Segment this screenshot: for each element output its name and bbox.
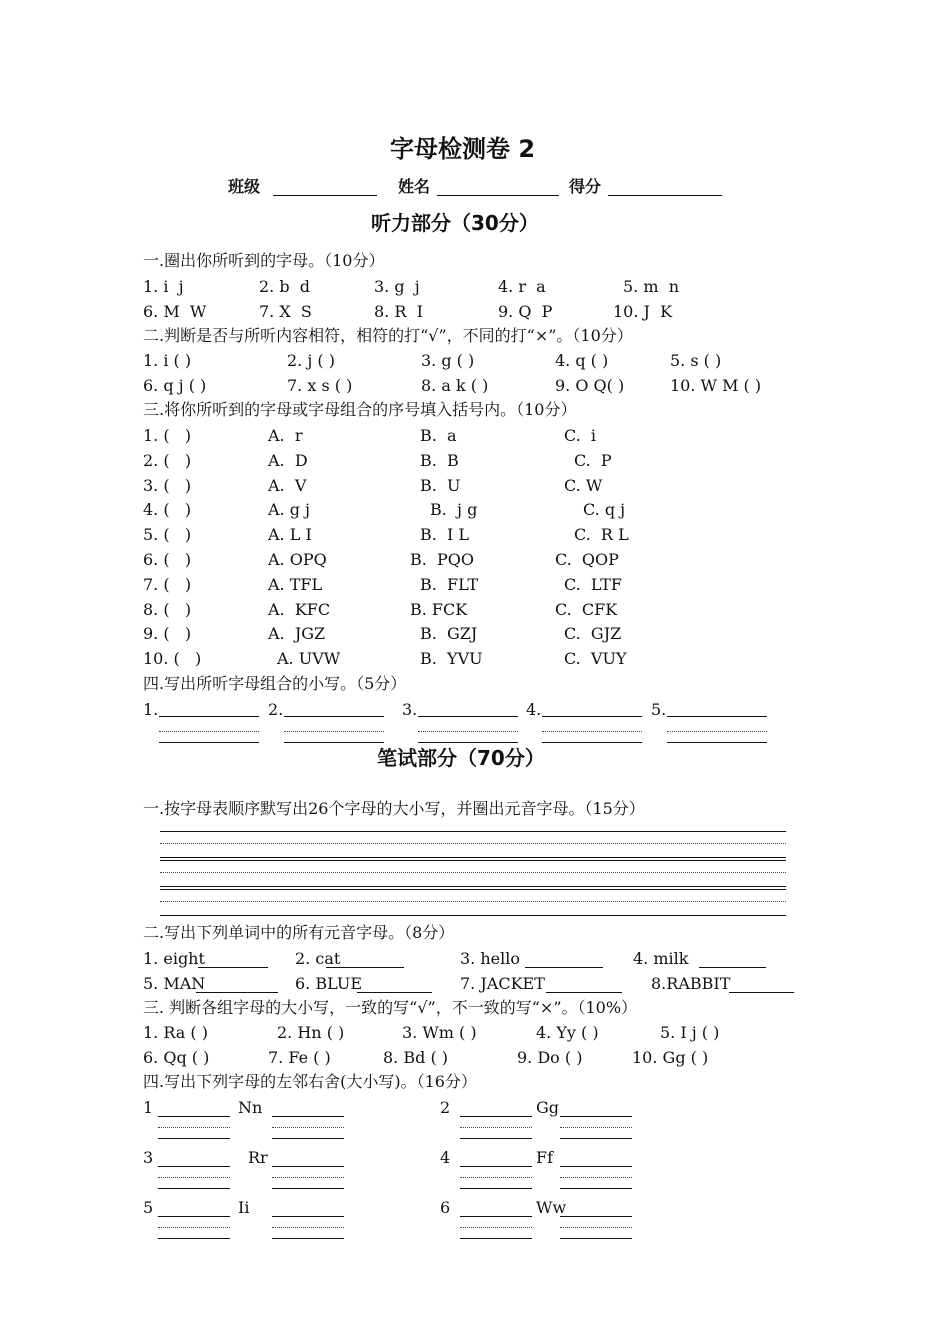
option-a: A. r	[268, 426, 303, 445]
written-section-3-title: 三. 判断各组字母的大小写，一致的写“√”，不一致的写“×”。（10%）	[143, 998, 638, 1017]
guide-line	[160, 872, 786, 873]
neighbor-line[interactable]	[560, 1188, 632, 1189]
neighbor-line[interactable]	[158, 1138, 230, 1139]
answer-line[interactable]	[418, 742, 518, 743]
neighbor-line[interactable]	[158, 1116, 230, 1117]
s1-item: 7. X S	[259, 302, 312, 321]
vowel-answer-line[interactable]	[699, 967, 766, 968]
item-number: 3	[143, 1148, 154, 1167]
answer-row-number: 2. ( )	[143, 450, 192, 470]
blank-number: 1.	[143, 700, 159, 719]
answer-line[interactable]	[418, 716, 518, 717]
guide-line	[418, 731, 518, 732]
s1-item: 10. J K	[613, 302, 673, 321]
vowel-answer-line[interactable]	[546, 992, 622, 993]
word-item: 6. BLUE	[295, 974, 363, 993]
neighbor-line[interactable]	[560, 1116, 632, 1117]
neighbor-line[interactable]	[158, 1188, 230, 1189]
item-number: 4	[440, 1148, 451, 1167]
word-item: 1. eight	[143, 949, 205, 968]
w3-item: 6. Qq ( )	[143, 1048, 210, 1067]
s1-item: 4. r a	[498, 277, 546, 296]
answer-row-number: 6. ( )	[143, 550, 192, 569]
s2-item: 7. x s ( )	[287, 376, 353, 395]
neighbor-line[interactable]	[560, 1166, 632, 1167]
answer-line[interactable]	[159, 716, 259, 717]
guide-line	[667, 731, 767, 732]
s2-item: 8. a k ( )	[421, 376, 489, 395]
option-b: B. B	[420, 450, 459, 470]
option-c: C. CFK	[555, 599, 618, 619]
option-a: A. D	[268, 450, 308, 470]
vowel-answer-line[interactable]	[198, 967, 268, 968]
neighbor-line[interactable]	[272, 1216, 344, 1217]
neighbor-line[interactable]	[460, 1138, 532, 1139]
word-item: 5. MAN	[143, 974, 206, 993]
s2-item: 3. g ( )	[421, 351, 475, 370]
s2-item: 9. O Q( )	[555, 376, 625, 395]
neighbor-line[interactable]	[560, 1216, 632, 1217]
guide-line	[460, 1227, 532, 1228]
name-label: 姓名	[398, 177, 431, 196]
neighbor-line[interactable]	[272, 1116, 344, 1117]
option-a: A. L I	[268, 525, 312, 545]
vowel-answer-line[interactable]	[196, 992, 278, 993]
answer-line[interactable]	[542, 742, 642, 743]
neighbor-line[interactable]	[460, 1188, 532, 1189]
vowel-answer-line[interactable]	[525, 967, 603, 968]
guide-line	[158, 1177, 230, 1178]
class-blank[interactable]	[273, 195, 377, 196]
option-c: C. GJZ	[564, 624, 622, 644]
option-b: B. a	[420, 426, 457, 445]
w3-item: 2. Hn ( )	[277, 1023, 345, 1042]
answer-row-number: 4. ( )	[143, 500, 192, 520]
writing-line[interactable]	[160, 915, 786, 916]
guide-line	[542, 731, 642, 732]
option-a: A. g j	[268, 500, 311, 520]
neighbor-line[interactable]	[560, 1138, 632, 1139]
w3-item: 5. I j ( )	[660, 1023, 720, 1042]
s1-item: 2. b d	[259, 277, 311, 296]
s2-item: 2. j ( )	[287, 351, 335, 370]
s2-item: 1. i ( )	[143, 351, 192, 370]
s1-item: 5. m n	[623, 277, 679, 296]
written-section-4-title: 四.写出下列字母的左邻右舍(大小写)。（16分）	[143, 1072, 477, 1091]
guide-line	[160, 843, 786, 844]
s1-item: 8. R I	[374, 302, 423, 321]
s2-item: 4. q ( )	[555, 351, 609, 370]
s1-item: 3. g j	[374, 277, 420, 296]
neighbor-line[interactable]	[560, 1238, 632, 1239]
listening-section-3-title: 三.将你所听到的字母或字母组合的序号填入括号内。（10分）	[143, 400, 577, 419]
option-b: B. PQO	[410, 550, 475, 569]
w3-item: 10. Gg ( )	[632, 1048, 709, 1067]
page-title: 字母检测卷 2	[390, 135, 536, 163]
neighbor-line[interactable]	[272, 1238, 344, 1239]
option-a: A. V	[268, 475, 307, 495]
blank-number: 5.	[651, 700, 667, 719]
option-a: A. OPQ	[268, 550, 327, 569]
answer-line[interactable]	[542, 716, 642, 717]
center-letter: Ii	[238, 1198, 250, 1217]
answer-row-number: 9. ( )	[143, 624, 192, 644]
item-number: 1	[143, 1098, 154, 1117]
option-c: C. i	[564, 426, 597, 445]
answer-line[interactable]	[284, 742, 384, 743]
writing-line[interactable]	[160, 889, 786, 890]
answer-row-number: 10. ( )	[143, 649, 202, 669]
written-section-1-title: 一.按字母表顺序默写出26个字母的大小写，并圈出元音字母。（15分）	[143, 799, 645, 818]
word-item: 7. JACKET	[460, 974, 545, 993]
w3-item: 1. Ra ( )	[143, 1023, 208, 1042]
neighbor-line[interactable]	[272, 1138, 344, 1139]
item-number: 2	[440, 1098, 451, 1117]
guide-line	[460, 1177, 532, 1178]
listening-heading: 听力部分（30分）	[371, 211, 539, 235]
s2-item: 5. s ( )	[670, 351, 722, 370]
s2-item: 10. W M ( )	[670, 376, 762, 395]
listening-section-1-title: 一.圈出你所听到的字母。（10分）	[143, 251, 385, 270]
option-a: A. JGZ	[268, 624, 326, 644]
s1-item: 9. Q P	[498, 302, 553, 321]
option-c: C. W	[564, 475, 603, 495]
writing-line[interactable]	[160, 886, 786, 887]
w3-item: 3. Wm ( )	[402, 1023, 477, 1042]
option-c: C. q j	[583, 500, 626, 520]
center-letter: Nn	[238, 1098, 263, 1117]
listening-section-2-title: 二.判断是否与所听内容相符，相符的打“√”，不同的打“×”。（10分）	[143, 326, 633, 345]
word-item: 3. hello	[460, 949, 520, 968]
center-letter: Ww	[536, 1198, 567, 1217]
word-item: 4. milk	[633, 949, 689, 968]
guide-line	[560, 1227, 632, 1228]
w3-item: 4. Yy ( )	[536, 1023, 599, 1042]
option-c: C. R L	[574, 525, 629, 545]
blank-number: 4.	[526, 700, 542, 719]
score-label: 得分	[569, 177, 602, 196]
option-c: C. P	[574, 450, 612, 470]
s1-item: 1. i j	[143, 277, 184, 296]
blank-number: 3.	[402, 700, 418, 719]
w3-item: 8. Bd ( )	[383, 1048, 449, 1067]
s2-item: 6. q j ( )	[143, 376, 207, 395]
answer-line[interactable]	[284, 716, 384, 717]
guide-line	[160, 901, 786, 902]
w3-item: 7. Fe ( )	[268, 1048, 331, 1067]
neighbor-line[interactable]	[272, 1166, 344, 1167]
neighbor-line[interactable]	[158, 1216, 230, 1217]
item-number: 5	[143, 1198, 154, 1217]
w3-item: 9. Do ( )	[517, 1048, 583, 1067]
written-section-2-title: 二.写出下列单词中的所有元音字母。（8分）	[143, 923, 455, 942]
guide-line	[272, 1227, 344, 1228]
score-blank[interactable]	[608, 195, 722, 196]
option-b: B. GZJ	[420, 624, 478, 644]
answer-row-number: 7. ( )	[143, 574, 192, 594]
option-a: A. TFL	[268, 574, 323, 594]
neighbor-line[interactable]	[460, 1216, 532, 1217]
guide-line	[158, 1127, 230, 1128]
option-b: B. FCK	[410, 599, 468, 619]
answer-row-number: 1. ( )	[143, 426, 192, 445]
name-blank[interactable]	[437, 195, 559, 196]
class-label: 班级	[228, 177, 261, 196]
neighbor-line[interactable]	[158, 1238, 230, 1239]
neighbor-line[interactable]	[272, 1188, 344, 1189]
vowel-answer-line[interactable]	[357, 992, 432, 993]
option-b: B. U	[420, 475, 461, 495]
word-item: 2. cat	[295, 949, 341, 968]
option-c: C. QOP	[555, 550, 619, 569]
written-heading: 笔试部分（70分）	[377, 746, 545, 770]
guide-line	[460, 1127, 532, 1128]
answer-line[interactable]	[159, 742, 259, 743]
item-number: 6	[440, 1198, 451, 1217]
writing-line[interactable]	[160, 831, 786, 832]
guide-line	[158, 1227, 230, 1228]
option-a: A. UVW	[277, 649, 341, 669]
guide-line	[272, 1127, 344, 1128]
option-c: C. VUY	[564, 649, 627, 669]
option-b: B. YVU	[420, 649, 483, 669]
guide-line	[560, 1177, 632, 1178]
guide-line	[560, 1127, 632, 1128]
answer-row-number: 3. ( )	[143, 475, 192, 495]
blank-number: 2.	[268, 700, 284, 719]
option-a: A. KFC	[268, 599, 331, 619]
guide-line	[272, 1177, 344, 1178]
vowel-answer-line[interactable]	[729, 992, 794, 993]
s1-item: 6. M W	[143, 302, 207, 321]
neighbor-line[interactable]	[460, 1238, 532, 1239]
guide-line	[159, 731, 259, 732]
center-letter: Rr	[248, 1148, 268, 1167]
listening-section-4-title: 四.写出所听字母组合的小写。（5分）	[143, 674, 407, 693]
word-item: 8.RABBIT	[651, 974, 731, 993]
answer-row-number: 8. ( )	[143, 599, 192, 619]
center-letter: Gg	[536, 1098, 560, 1117]
answer-line[interactable]	[667, 742, 767, 743]
answer-row-number: 5. ( )	[143, 525, 192, 545]
option-b: B. FLT	[420, 574, 479, 594]
writing-line[interactable]	[160, 860, 786, 861]
neighbor-line[interactable]	[460, 1116, 532, 1117]
answer-line[interactable]	[667, 716, 767, 717]
neighbor-line[interactable]	[158, 1166, 230, 1167]
center-letter: Ff	[536, 1148, 554, 1167]
option-b: B. I L	[420, 525, 470, 545]
guide-line	[284, 731, 384, 732]
neighbor-line[interactable]	[460, 1166, 532, 1167]
option-b: B. j g	[430, 500, 478, 520]
writing-line[interactable]	[160, 857, 786, 858]
vowel-answer-line[interactable]	[326, 967, 404, 968]
option-c: C. LTF	[564, 574, 623, 594]
